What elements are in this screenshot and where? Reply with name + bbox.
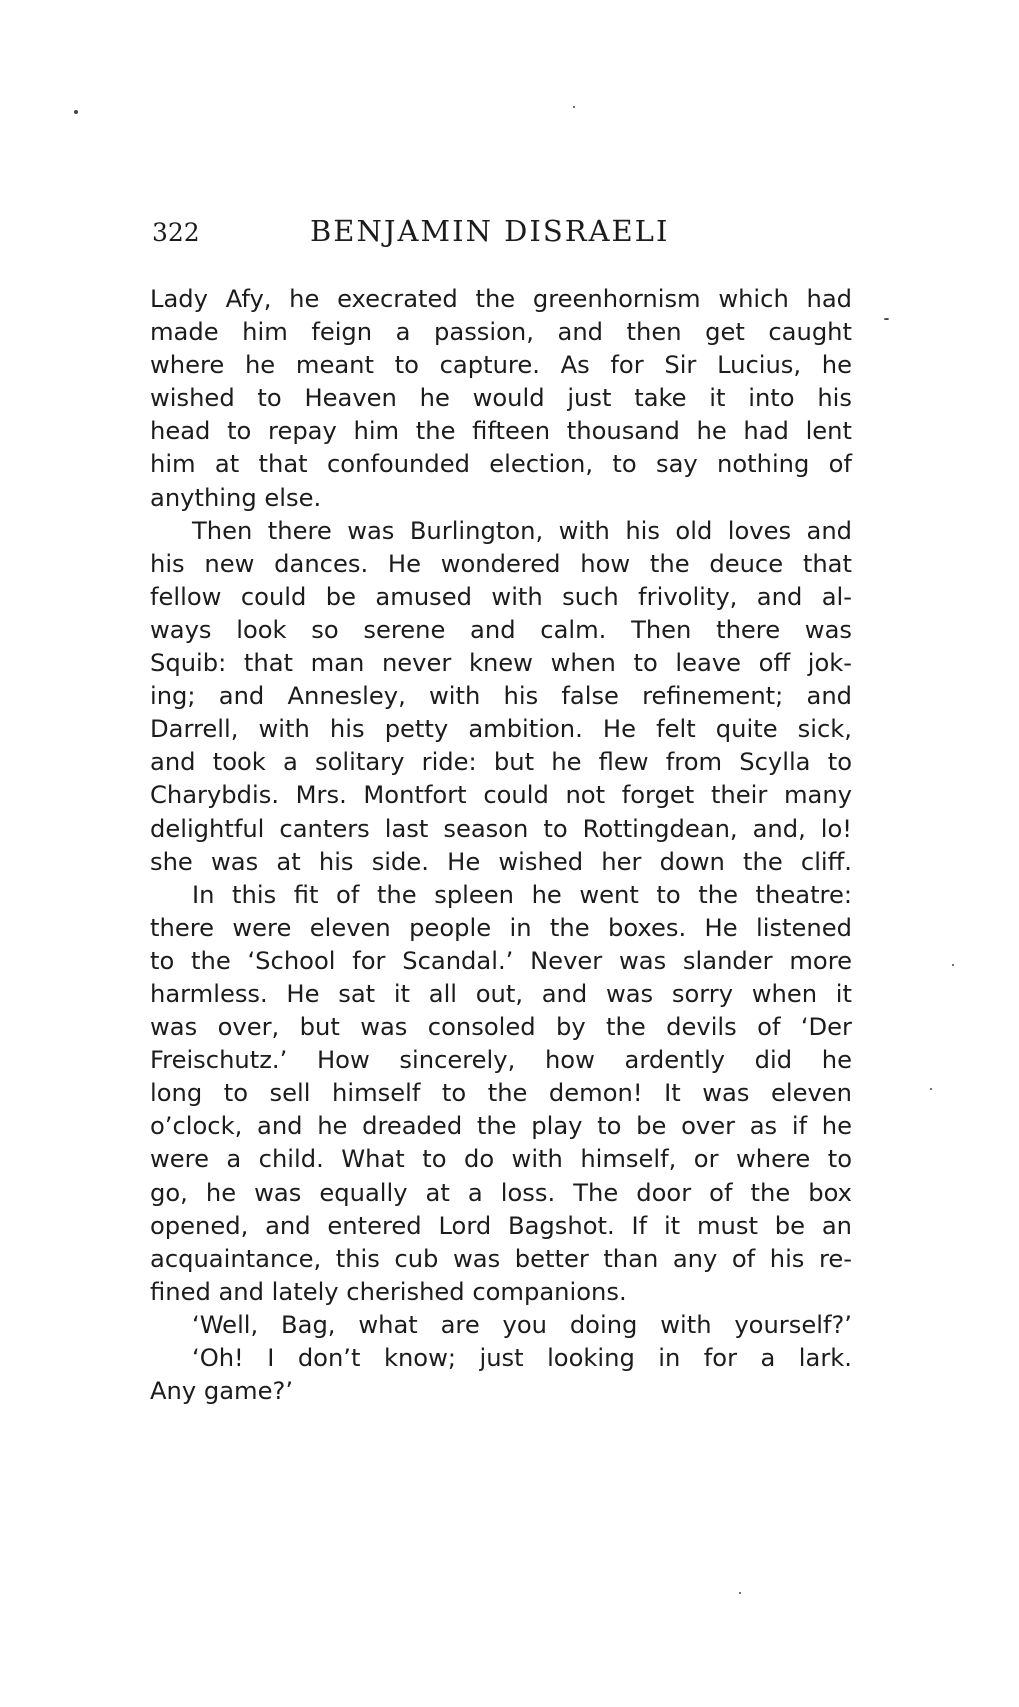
text-line: there were eleven people in the boxes. He listened	[150, 913, 852, 942]
scan-speck	[573, 106, 575, 108]
text-line: ing; and Annesley, with his false refinement; and	[150, 682, 852, 711]
text-line: made him feign a passion, and then get caught	[150, 318, 852, 347]
text-line: ‘Well, Bag, what are you doing with yourself?’	[192, 1310, 852, 1339]
text-line: opened, and entered Lord Bagshot. If it must be an	[150, 1211, 852, 1240]
text-line: Lady Afy, he execrated the greenhornism which had	[150, 285, 852, 313]
body-text	[150, 283, 852, 1408]
text-line: Darrell, with his petty ambition. He felt quite sick,	[150, 715, 852, 744]
text-line: to the ‘School for Scandal.’ Never was slander more	[150, 946, 852, 975]
text-line: fined and lately cherished companions.	[150, 1277, 627, 1306]
text-line: Then there was Burlington, with his old loves and	[192, 516, 852, 545]
page-number: 322	[152, 218, 200, 247]
text-line: ‘Oh! I don’t know; just looking in for a lark.	[192, 1344, 852, 1372]
paragraph	[150, 879, 852, 1309]
text-line: and took a solitary ride: but he flew from Scylla to	[150, 748, 852, 777]
text-line: anything else.	[150, 483, 322, 512]
running-head: BENJAMIN DISRAELI	[310, 214, 670, 248]
text-line: harmless. He sat it all out, and was sorry when it	[150, 979, 852, 1008]
scan-speck	[952, 964, 954, 966]
paragraph	[150, 283, 852, 515]
text-line: acquaintance, this cub was better than any of his re-	[150, 1244, 852, 1273]
text-line: him at that confounded election, to say nothing of	[150, 450, 852, 479]
text-line: go, he was equally at a loss. The door of the box	[150, 1178, 852, 1207]
text-line: were a child. What to do with himself, or where to	[150, 1145, 852, 1174]
text-line: she was at his side. He wished her down the cliff.	[150, 847, 852, 876]
text-line: delightful canters last season to Rottingdean, and, lo!	[150, 814, 852, 843]
text-line: long to sell himself to the demon! It was eleven	[150, 1079, 852, 1108]
text-line: ways look so serene and calm. Then there was	[150, 615, 852, 644]
text-line: his new dances. He wondered how the deuce that	[150, 549, 852, 578]
text-line: In this fit of the spleen he went to the theatre:	[192, 880, 852, 909]
scan-speck	[930, 1088, 932, 1090]
paragraph	[150, 1309, 852, 1342]
scan-speck	[739, 1592, 741, 1594]
text-line: o’clock, and he dreaded the play to be over as if he	[150, 1112, 852, 1141]
text-line: head to repay him the fifteen thousand he had lent	[150, 417, 852, 446]
text-line: fellow could be amused with such frivolity, and al-	[150, 582, 852, 611]
text-line: Freischutz.’ How sincerely, how ardently did he	[150, 1046, 852, 1075]
text-line: Any game?’	[150, 1377, 294, 1406]
scan-speck	[74, 110, 78, 114]
paragraph	[150, 515, 852, 879]
text-line: was over, but was consoled by the devils of ‘Der	[150, 1013, 852, 1042]
text-line: wished to Heaven he would just take it into his	[150, 384, 852, 413]
paragraph	[150, 1342, 852, 1408]
text-line: Squib: that man never knew when to leave off jok-	[150, 649, 852, 678]
text-line: Charybdis. Mrs. Montfort could not forget their many	[150, 781, 852, 810]
text-line: where he meant to capture. As for Sir Lucius, he	[150, 351, 852, 380]
page-header	[152, 214, 852, 258]
scan-speck	[884, 318, 889, 320]
